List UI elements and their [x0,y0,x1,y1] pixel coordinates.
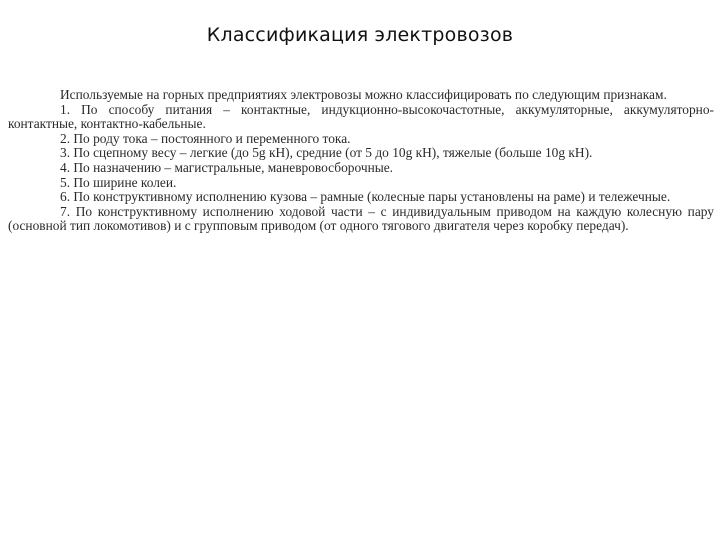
list-item: 3. По сцепному весу – легкие (до 5g кН), средние (от 5 до 10g кН), тяжелые (больше 10g кН). [60,145,593,161]
intro-paragraph: Используемые на горных предприятиях электровозы можно классифицировать по следующим признакам. [60,87,667,102]
slide-title: Классификация электровозов [206,24,514,46]
list-item: 2. По роду тока – постоянного и переменного тока. [60,130,351,146]
scanned-text-block [8,88,714,234]
list-item: 5. По ширине колеи. [60,174,177,190]
list-item: 1. По способу питания – контактные, индукционно-высокочастотные, аккумуляторные, аккумуляторно-контактные, контактно-кабельные. [8,101,714,132]
list-item: 6. По конструктивному исполнению кузова – рамные (колесные пары установлены на раме) и тележечные. [60,189,671,205]
list-item: 7. По конструктивному исполнению ходовой части – с индивидуальным приводом на каждую колесную пару (основной тип локомотивов) и с групповым приводом (от одного тягового двигателя через коробку передач). [8,203,714,234]
list-item: 4. По назначению – магистральные, маневровосборочные. [60,159,394,175]
